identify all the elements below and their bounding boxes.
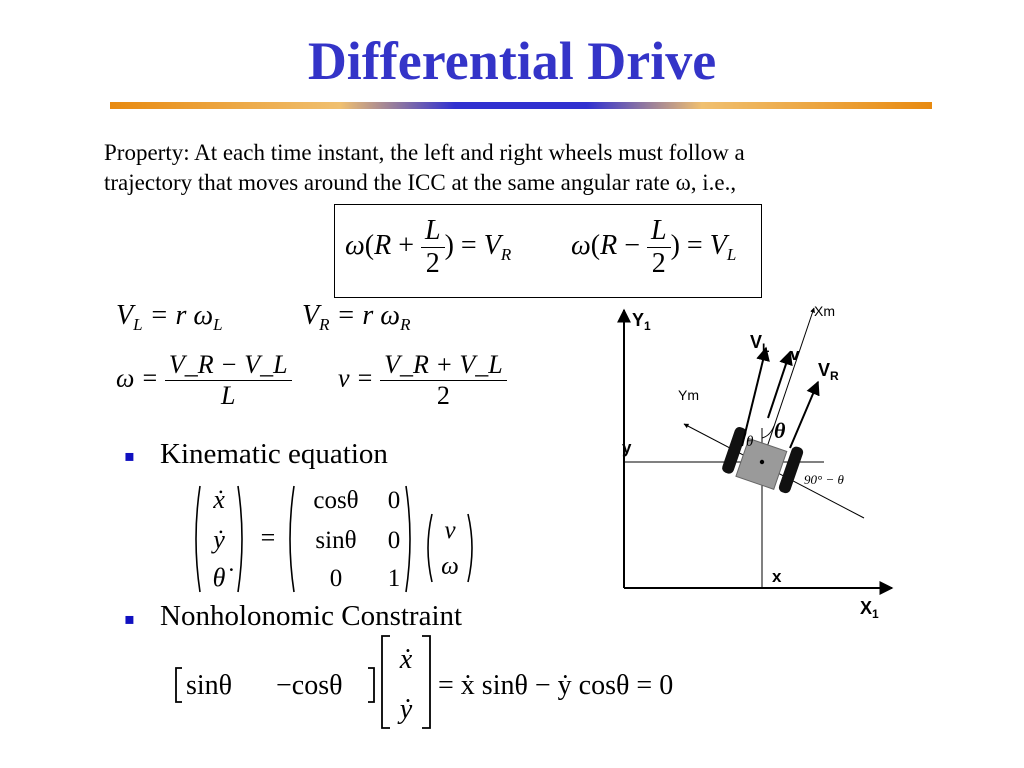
matrix-cell: sinθ (315, 527, 357, 554)
paren-right (238, 486, 242, 592)
omega-numerator: V_R − V_L (165, 350, 292, 381)
vr-subscript: R (319, 315, 330, 334)
matrix-cell: 0 (387, 527, 401, 554)
kinematic-equation (190, 478, 490, 600)
theta-small: θ (746, 434, 754, 450)
xm-axis (762, 308, 814, 462)
row-cell: sinθ (186, 670, 233, 701)
icc-equation-left: ω(R + $\frac{L}{2}$ ) = $V_R$ (345, 215, 512, 279)
col-bracket-right (422, 636, 430, 728)
vr-arrow (790, 382, 818, 448)
v-lhs: v = (338, 363, 374, 393)
bullet-icon: ▪ (124, 446, 135, 465)
icc-equations-box (334, 204, 762, 298)
robot-center (760, 460, 764, 464)
fraction-numerator: L (647, 215, 671, 248)
vl-subscript: L (133, 315, 143, 334)
constraint-result: = ẋ sinθ − ẏ cosθ = 0 (438, 670, 674, 701)
radius-symbol: R (374, 229, 392, 261)
velocity-subscript: L (726, 244, 737, 264)
velocity-subscript: R (500, 244, 512, 264)
rhs-paren-right (468, 514, 472, 582)
ym-label: Ym (678, 387, 699, 403)
equals-sign: = (260, 523, 276, 552)
matrix-paren-right (406, 486, 410, 592)
bullet-icon: ▪ (124, 609, 135, 628)
fraction-denominator: 2 (425, 248, 440, 279)
bracket-right (368, 668, 374, 702)
bullet-kinematic-equation: Kinematic equation (160, 438, 388, 470)
equation-vl (116, 300, 223, 335)
bullet-nonholonomic-constraint: Nonholonomic Constraint (160, 600, 463, 632)
fraction-denominator: 2 (651, 248, 666, 279)
row-cell: −cosθ (276, 670, 343, 701)
omega-symbol: ω (571, 229, 591, 261)
angle-label: 90° − θ (804, 472, 844, 487)
matrix-cell: 1 (387, 565, 401, 592)
paren-left (196, 486, 200, 592)
v-arrow (768, 352, 790, 418)
vl-symbol: V (116, 300, 134, 331)
vl-label: $V_L$ (750, 332, 770, 355)
y1-label: $Y_1$ (632, 310, 651, 333)
operator: + (398, 229, 415, 261)
fraction-numerator: L (421, 215, 445, 248)
operator: − (624, 229, 641, 261)
equation-vr (302, 300, 410, 335)
v-fraction (380, 350, 507, 411)
matrix-cell: cosθ (313, 487, 359, 514)
property-text: Property: At each time instant, the left and right wheels must follow a trajectory that moves around the ICC at the same angular rate ω, i.e., (104, 140, 745, 195)
velocity-symbol: V (709, 229, 727, 261)
page-title: Differential Drive (307, 31, 717, 91)
fraction (421, 215, 445, 280)
icc-equation-right: ω(R − $\frac{L}{2}$ ) = $V_L$ (571, 215, 737, 279)
omega-symbol: ω (441, 553, 459, 580)
vl-rhs-subscript: L (213, 315, 223, 334)
velocity-symbol: V (483, 229, 501, 261)
y-label: y (622, 438, 632, 457)
matrix-paren-left (290, 486, 294, 592)
nonholonomic-equation (172, 632, 752, 732)
matrix-cell: 0 (329, 565, 343, 592)
col-cell: ẋ (399, 644, 413, 675)
rhs-paren-left (428, 514, 432, 582)
v-symbol: v (444, 517, 456, 544)
equation-v (338, 350, 507, 411)
matrix-cell: 0 (387, 487, 401, 514)
v-denominator: 2 (436, 381, 450, 410)
vr-symbol: V (302, 300, 320, 331)
omega-symbol: ω (345, 229, 365, 261)
radius-symbol: R (600, 229, 618, 261)
robot-diagram (592, 298, 920, 628)
vl-rhs: = r ω (149, 300, 214, 331)
omega-lhs: ω = (116, 363, 159, 393)
equation-omega (116, 350, 292, 411)
theta-large: θ (774, 418, 786, 443)
vr-rhs: = r ω (336, 300, 401, 331)
xm-label: Xm (814, 303, 835, 319)
omega-fraction (165, 350, 292, 411)
omega-denominator: L (221, 381, 236, 410)
fraction (647, 215, 671, 280)
col-cell: ẏ (399, 694, 413, 725)
bracket-left (176, 668, 182, 702)
theta-dot: θ̇ (212, 563, 226, 592)
x-label: x (772, 567, 782, 586)
vr-rhs-subscript: R (400, 315, 411, 334)
y-dot: ẏ (213, 525, 225, 554)
x-dot: ẋ (213, 485, 225, 514)
col-bracket-left (382, 636, 390, 728)
v-label: v (790, 345, 800, 364)
v-numerator: V_R + V_L (380, 350, 507, 381)
vr-label: $V_R$ (818, 360, 839, 383)
x1-label: $X_1$ (860, 598, 879, 621)
title-divider (110, 102, 932, 109)
